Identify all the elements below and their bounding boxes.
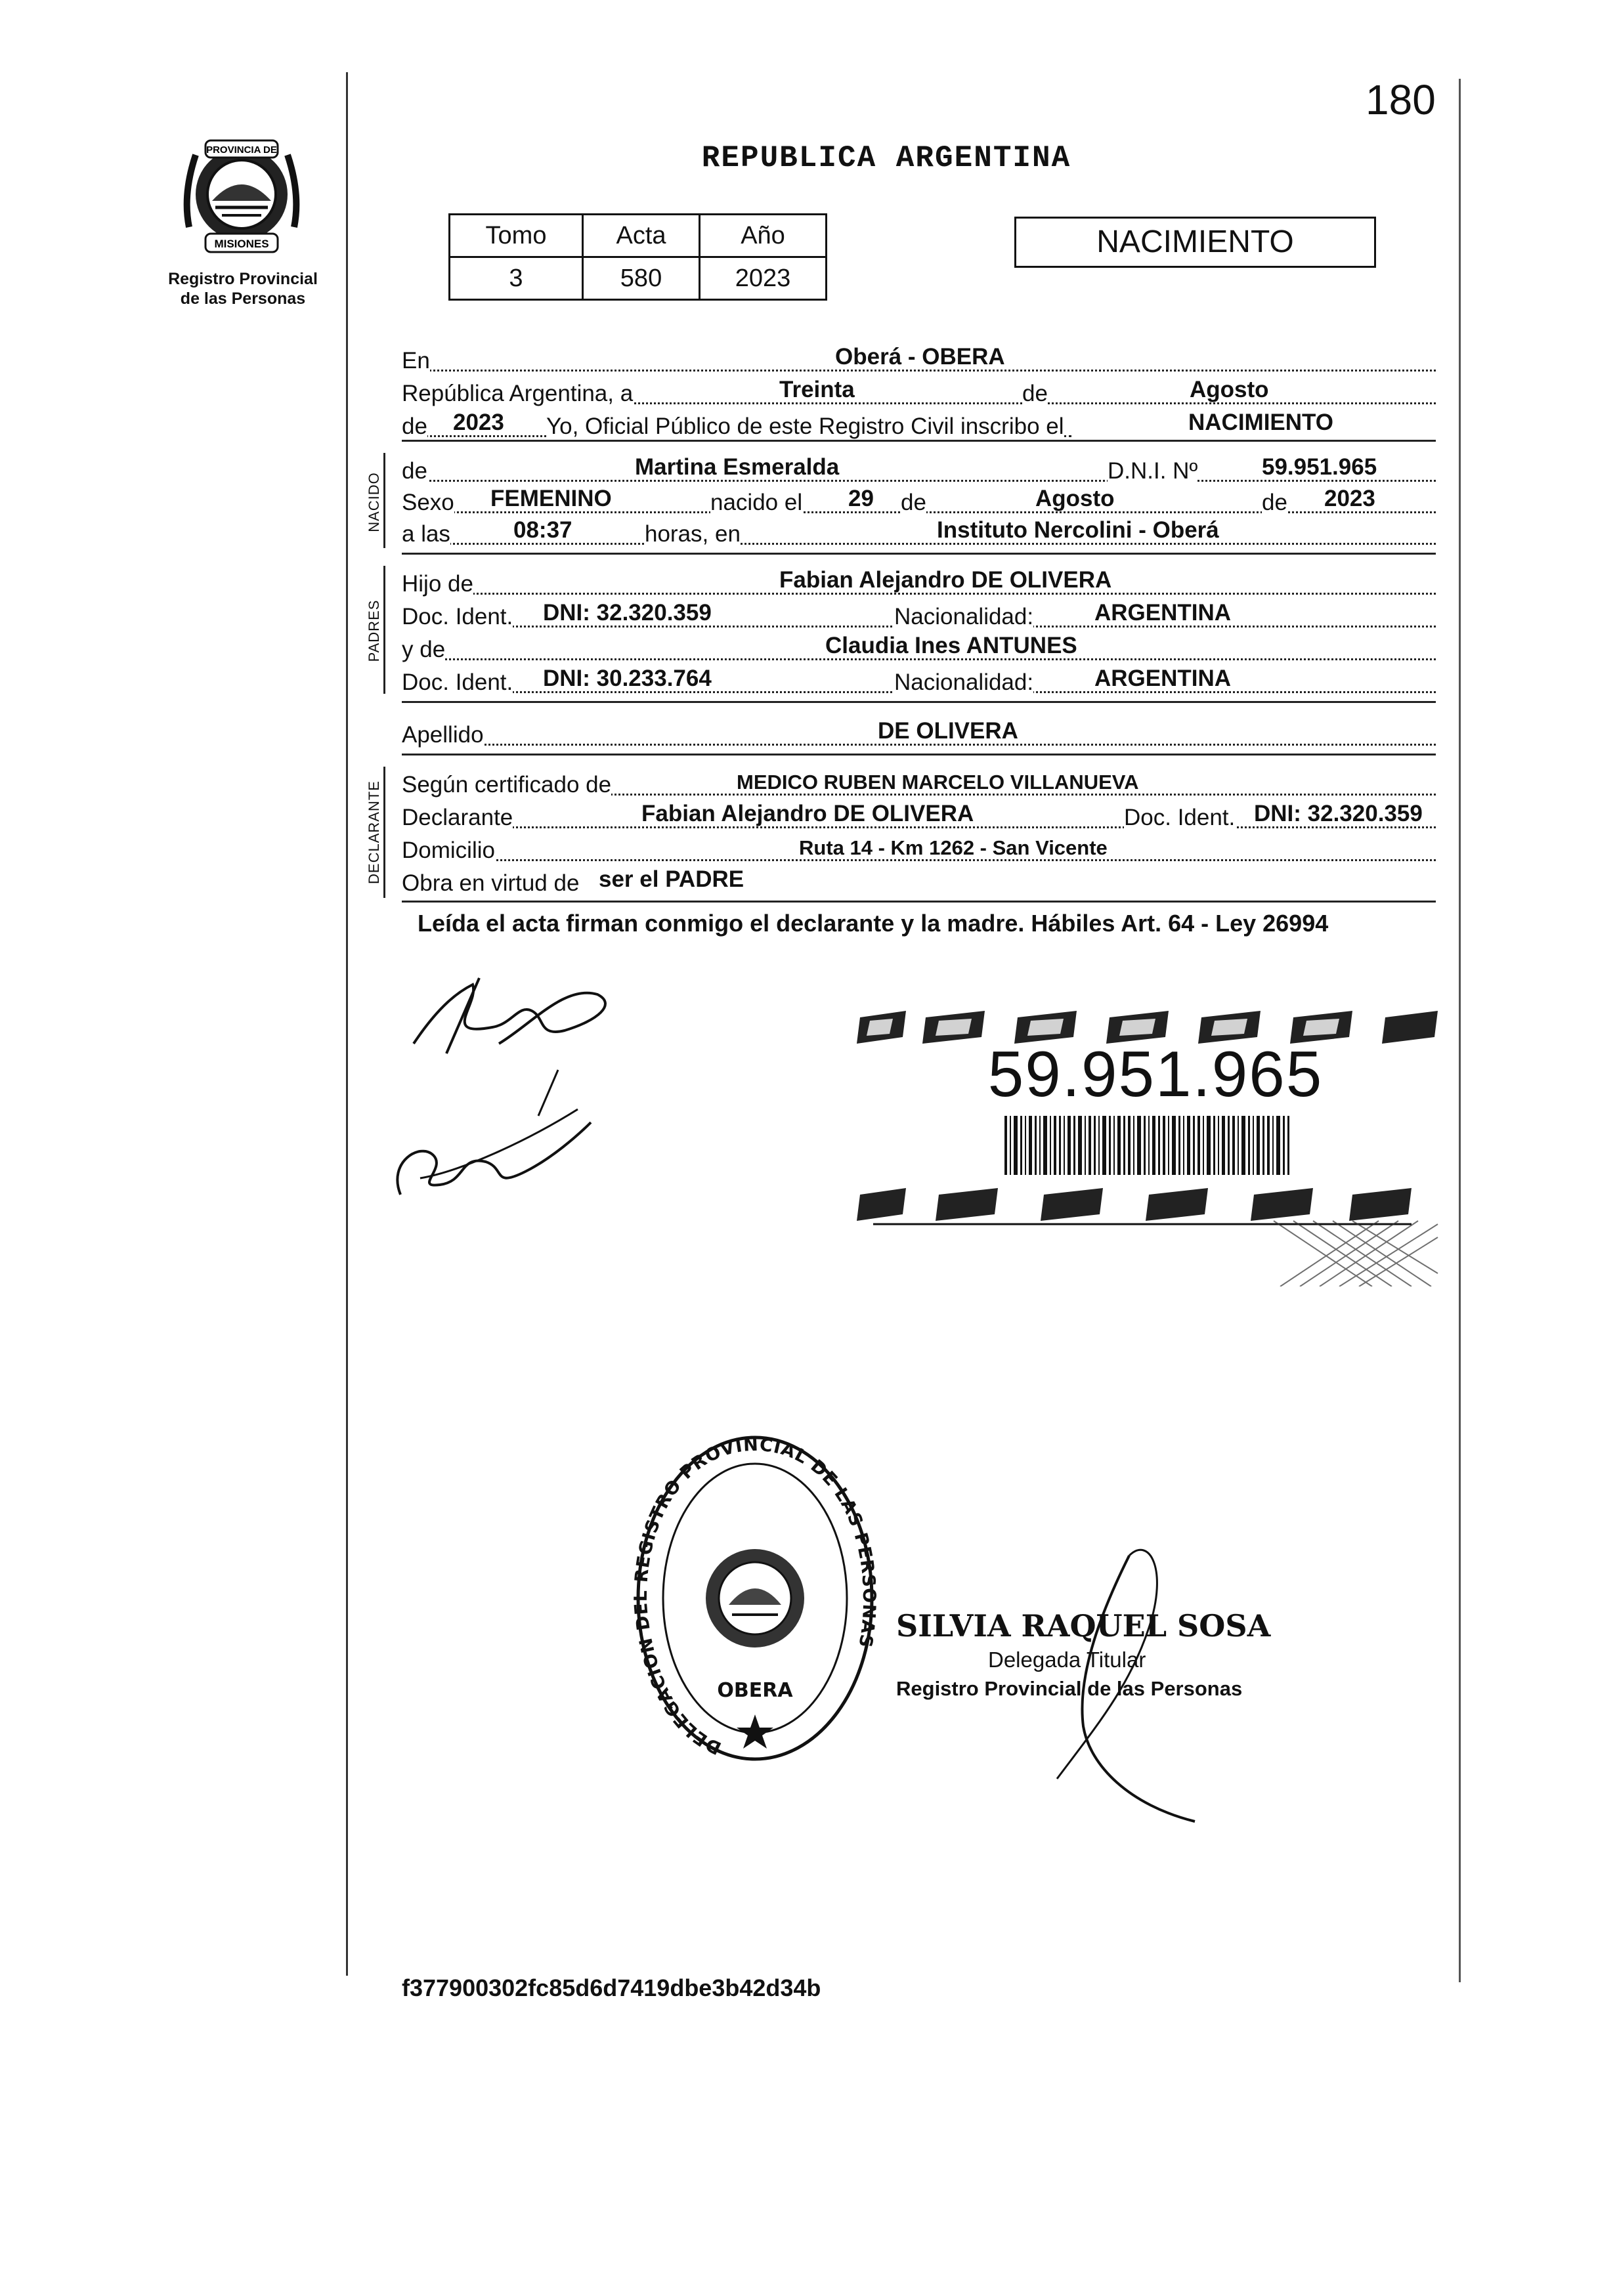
value-place: Oberá - OBERA — [835, 344, 1005, 370]
closing-statement: Leída el acta firman conmigo el declarante y la madre. Hábiles Art. 64 - Ley 26994 — [418, 910, 1329, 937]
mother-signature — [381, 1063, 604, 1214]
org-name — [151, 269, 335, 308]
label-certificado: Según certificado de — [402, 772, 612, 797]
value-birth-year: 2023 — [1324, 486, 1375, 511]
row-yo — [402, 408, 1436, 441]
bracket-nacido — [383, 453, 385, 548]
label-alas: a las — [402, 521, 450, 547]
org-name-line2: de las Personas — [180, 289, 306, 308]
row-nacido-hora — [402, 516, 1436, 549]
value-apellido: DE OLIVERA — [878, 718, 1018, 744]
org-name-line1: Registro Provincial — [168, 270, 318, 288]
row-padre — [402, 566, 1436, 599]
value-mother-name: Claudia Ines ANTUNES — [825, 633, 1077, 658]
value-father-nationality: ARGENTINA — [1094, 600, 1232, 626]
label-republica: República Argentina, a — [402, 381, 634, 406]
security-dni-number: 59.951.965 — [987, 1038, 1324, 1110]
value-birth-place: Instituto Nercolini - Oberá — [937, 517, 1219, 543]
page-title: REPUBLICA ARGENTINA — [701, 141, 1071, 175]
row-nacido-sexo — [402, 484, 1436, 517]
official-name: SILVIA RAQUEL SOSA — [896, 1608, 1271, 1644]
section-label-padres: PADRES — [366, 599, 382, 662]
row-en — [402, 343, 1436, 375]
value-father-name: Fabian Alejandro DE OLIVERA — [779, 567, 1112, 593]
page-number: 180 — [1366, 76, 1436, 123]
label-sexo: Sexo — [402, 490, 454, 515]
label-declarante-doc: Doc. Ident. — [1124, 805, 1236, 830]
row-madre — [402, 631, 1436, 664]
value-child-name: Martina Esmeralda — [635, 454, 840, 480]
label-horas: horas, en — [645, 521, 741, 547]
value-birth-day: 29 — [848, 486, 874, 511]
section-label-nacido: NACIDO — [366, 472, 382, 532]
value-record-word: NACIMIENTO — [1188, 410, 1334, 435]
value-sexo: FEMENINO — [490, 486, 612, 511]
value-certificado: MEDICO RUBEN MARCELO VILLANUEVA — [737, 771, 1139, 794]
label-father-nationality: Nacionalidad: — [894, 604, 1034, 629]
row-madre-doc — [402, 664, 1436, 697]
ref-header-ano: Año — [700, 215, 827, 257]
row-domicilio — [402, 832, 1436, 865]
value-declarante-name: Fabian Alejandro DE OLIVERA — [641, 801, 974, 826]
section-label-declarante: DECLARANTE — [366, 780, 382, 884]
right-margin-line — [1459, 79, 1461, 1982]
row-nacido-nombre — [402, 453, 1436, 486]
value-birth-time: 08:37 — [513, 517, 572, 543]
official-role: Delegada Titular — [988, 1648, 1146, 1672]
seal-text-top: PROVINCIA DE — [206, 144, 277, 156]
document-hash: f377900302fc85d6d7419dbe3b42d34b — [402, 1974, 821, 2001]
official-signature — [998, 1529, 1261, 1844]
divider-apellido — [402, 754, 1436, 755]
official-oval-seal — [630, 1431, 880, 1766]
seal-text-bottom: MISIONES — [214, 238, 269, 250]
label-de2: de — [402, 414, 427, 439]
label-mother-doc: Doc. Ident. — [402, 670, 513, 695]
label-nacido-de3: de — [1262, 490, 1287, 515]
label-yo-text: Yo, Oficial Público de este Registro Civil inscribo el — [546, 414, 1064, 439]
divider-declarante — [402, 901, 1436, 903]
row-apellido — [402, 717, 1436, 750]
seal-ring-text: DELEGACION DEL REGISTRO PROVINCIAL DE LAS PERSONAS — [630, 1434, 880, 1758]
ref-header-tomo: Tomo — [450, 215, 583, 257]
bracket-padres — [383, 566, 385, 694]
value-domicilio: Ruta 14 - Km 1262 - San Vicente — [799, 836, 1108, 859]
label-nacido-de: de — [402, 458, 427, 484]
label-hijo: Hijo de — [402, 571, 473, 597]
value-year: 2023 — [453, 410, 504, 435]
label-dni: D.N.I. Nº — [1108, 458, 1198, 484]
seal-bottom-text: OBERA — [717, 1679, 793, 1702]
label-declarante: Declarante — [402, 805, 513, 830]
value-father-doc: DNI: 32.320.359 — [543, 600, 712, 626]
value-month: Agosto — [1190, 377, 1269, 402]
reference-value-row — [450, 257, 827, 300]
row-fecha — [402, 375, 1436, 408]
divider-nacido — [402, 553, 1436, 555]
row-padre-doc — [402, 599, 1436, 631]
label-de: de — [1022, 381, 1048, 406]
barcode — [1004, 1116, 1289, 1175]
row-obra — [402, 865, 1436, 898]
label-en: En — [402, 348, 430, 373]
ref-value-ano: 2023 — [700, 257, 827, 300]
label-domicilio: Domicilio — [402, 838, 495, 863]
row-declarante — [402, 799, 1436, 832]
value-day-words: Treinta — [779, 377, 855, 402]
value-declarante-doc: DNI: 32.320.359 — [1254, 801, 1423, 826]
declarant-signature — [400, 965, 630, 1070]
label-father-doc: Doc. Ident. — [402, 604, 513, 629]
label-obra: Obra en virtud de — [402, 870, 580, 896]
divider-intro — [402, 440, 1436, 442]
value-birth-month: Agosto — [1035, 486, 1115, 511]
label-mother-nationality: Nacionalidad: — [894, 670, 1034, 695]
reference-table — [448, 213, 827, 301]
value-child-dni: 59.951.965 — [1262, 454, 1377, 480]
bracket-declarante — [383, 767, 385, 898]
value-mother-nationality: ARGENTINA — [1094, 666, 1232, 691]
record-type-box: NACIMIENTO — [1014, 217, 1376, 268]
label-apellido: Apellido — [402, 722, 484, 748]
divider-padres — [402, 701, 1436, 703]
official-org: Registro Provincial de las Personas — [896, 1677, 1243, 1700]
row-certificado — [402, 767, 1436, 799]
value-mother-doc: DNI: 30.233.764 — [543, 666, 712, 691]
left-margin-line — [346, 72, 348, 1976]
ref-header-acta: Acta — [583, 215, 700, 257]
provincial-seal-logo — [176, 129, 307, 260]
ref-value-acta: 580 — [583, 257, 700, 300]
label-nacido-el: nacido el — [710, 490, 803, 515]
label-nacido-de2: de — [901, 490, 926, 515]
ref-value-tomo: 3 — [450, 257, 583, 300]
value-obra: ser el PADRE — [599, 866, 744, 892]
label-yde: y de — [402, 637, 446, 662]
reference-header-row — [450, 215, 827, 257]
